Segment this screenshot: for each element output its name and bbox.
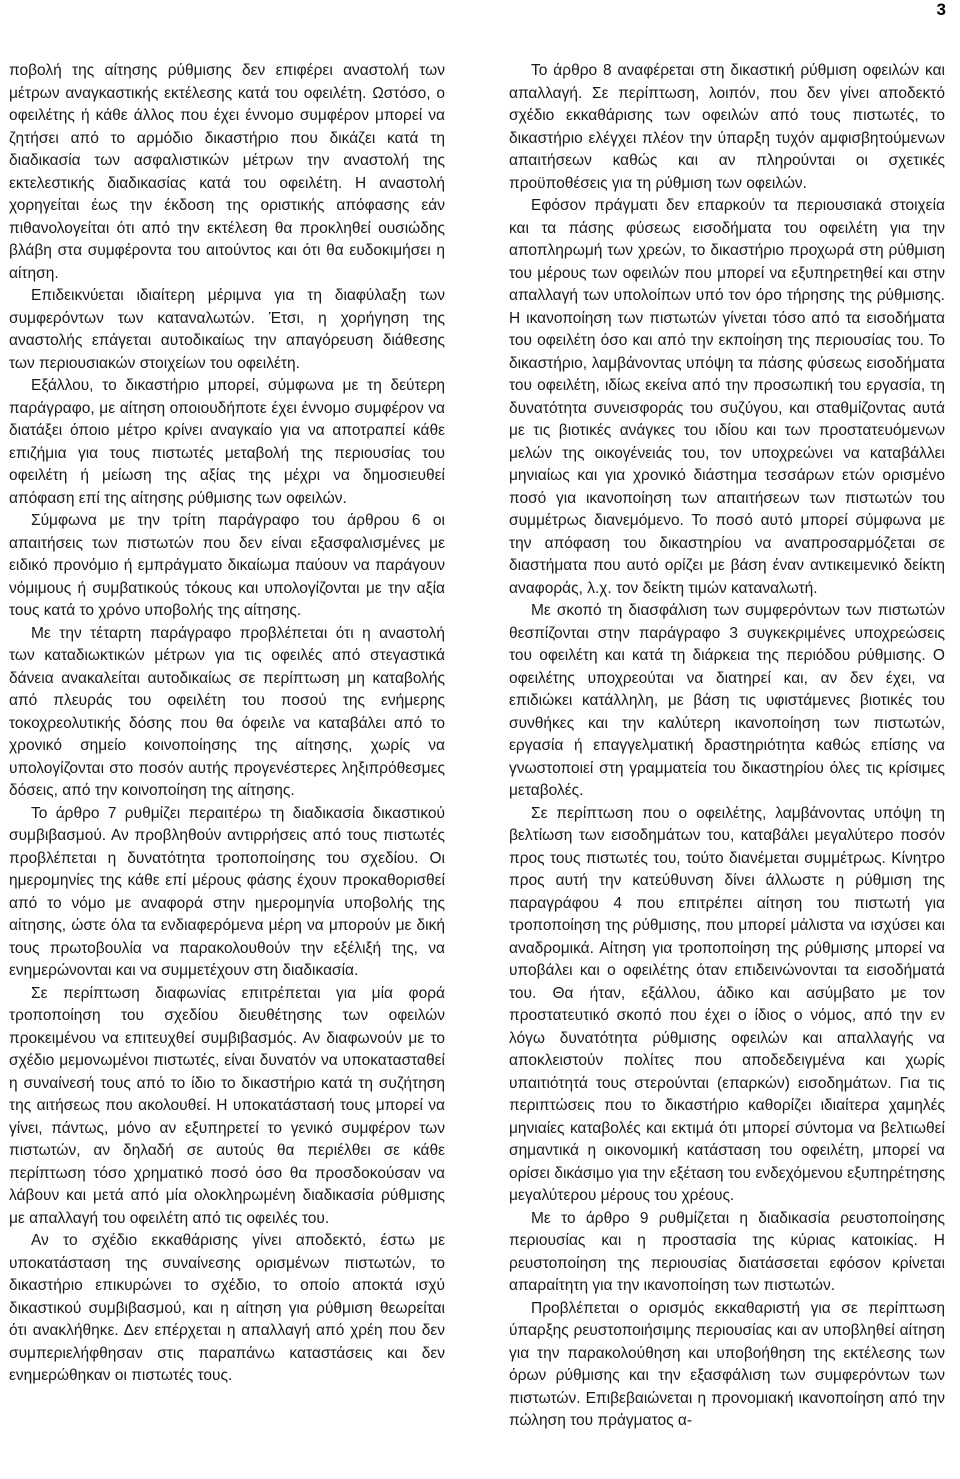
paragraph: Εφόσον πράγματι δεν επαρκούν τα περιουσιακά στοιχεία και τα πάσης φύσεως εισοδήματα του οφειλέτη για την αποπληρωμή των χρεών, το δικαστήριο προχωρά στη ρύθμιση του μέρους των οφειλών που μπορεί να εξυπηρετηθεί και στην απαλλαγή των υπολοίπων υπό τον όρο τήρησης της ρύθμισης. Η ικανοποίηση των πιστωτών γίνεται τόσο από τα εισοδήματα του οφειλέτη όσο και από την εκποίηση της περιουσίας του. Το δικαστήριο, λαμβάνοντας υπόψη τα πάσης φύσεως εισοδήματα του οφειλέτη, ιδίως εκείνα από την προσωπική του εργασία, τη δυνατότητα συνεισφοράς του συζύγου, και σταθμίζοντας αυτά με τις βιοτικές ανάγκες του ιδίου και των προστατευόμενων μελών της οικογένειάς του, τον υποχρεώνει να καταβάλλει μηνιαίως και για χρονικό διάστημα τεσσάρων ετών ορισμένο ποσό για ικανοποίηση των απαιτήσεων των πιστωτών του συμμέτρως διανεμόμενο. Το ποσό αυτό μπορεί σύμφωνα με την απόφαση του δικαστηρίου να αναπροσαρμόζεται σε διαστήματα που αυτό ορίζει με βάση έναν αντικειμενικό δείκτη αναφοράς, λ.χ. τον δείκτη τιμών καταναλωτή. [509, 197, 945, 597]
paragraph: Σε περίπτωση διαφωνίας επιτρέπεται για μία φορά τροποποίηση του σχεδίου διευθέτησης των οφειλών προκειμένου να επιτευχθεί συμβιβασμός. Αν διαφωνούν με το σχέδιο μεμονωμένοι πιστωτές, είναι δυνατόν να υποκατασταθεί η συναίνεσή τους από το ίδιο το δικαστήριο κατά τη συζήτηση της αιτήσεως που ακολουθεί. Η υποκατάστασή τους μπορεί να γίνει, πάντως, μόνο αν εξυπηρετεί το γενικό συμφέρον των πιστωτών, αν δηλαδή σε αυτούς θα περιέλθει σε κάθε περίπτωση τόσο χρηματικό ποσό όσο θα προσδοκούσαν να λάβουν και μετά από μία ολοκληρωμένη διαδικασία ρύθμισης με απαλλαγή του οφειλέτη από τις οφειλές του. [9, 984, 445, 1227]
paragraph: Το άρθρο 8 αναφέρεται στη δικαστική ρύθμιση οφειλών και απαλλαγή. Σε περίπτωση, λοιπόν, που δεν γίνει αποδεκτό σχέδιο εκκαθάρισης των οφειλών από τους πιστωτές, το δικαστήριο ελέγχει πλέον την ύπαρξη τυχόν αμφισβητούμενων απαιτήσεων καθώς και αν πληρούνται οι σχετικές προϋποθέσεις για τη ρύθμιση των οφειλών. [509, 62, 945, 192]
paragraph: Σύμφωνα με την τρίτη παράγραφο του άρθρου 6 οι απαιτήσεις των πιστωτών που δεν είναι εξασφαλισμένες με ειδικό προνόμιο ή εμπράγματο δικαίωμα παύουν να παράγουν νόμιμους ή συμβατικούς τόκους και υπολογίζονται με την αξία τους κατά το χρόνο υποβολής της αίτησης. [9, 512, 445, 619]
left-column [9, 60, 445, 1388]
paragraph: Εξάλλου, το δικαστήριο μπορεί, σύμφωνα με τη δεύτερη παράγραφο, με αίτηση οποιουδήποτε έχει έννομο συμφέρον να διατάξει όποιο μέτρο κρίνει αναγκαίο για να αποτραπεί κάθε επιζήμια για τους πιστωτές μεταβολή της περιουσίας του οφειλέτη ή μείωση της αξίας της μέχρι να δημοσιευθεί απόφαση επί της αίτησης ρύθμισης των οφειλών. [9, 377, 445, 507]
paragraph: Προβλέπεται ο ορισμός εκκαθαριστή για σε περίπτωση ύπαρξης ρευστοποιήσιμης περιουσίας και αν υποβληθεί αίτηση για την παρακολούθηση και υποβοήθηση της εκτέλεσης των όρων ρύθμισης και την εξασφάλιση των συμφερόντων των πιστωτών. Επιβεβαιώνεται η προνομιακή ικανοποίηση από την πώληση του πράγματος α- [509, 1299, 945, 1429]
page-number: 3 [936, 0, 946, 19]
paragraph: Το άρθρο 7 ρυθμίζει περαιτέρω τη διαδικασία δικαστικού συμβιβασμού. Αν προβληθούν αντιρρήσεις από τους πιστωτές προβλέπεται η δυνατότητα τροποποίησης του σχεδίου. Οι ημερομηνίες της κάθε επί μέρους φάσης έχουν προκαθορισθεί από το νόμο με αναφορά στην ημερομηνία υποβολής της αίτησης, ώστε όλα τα ενδιαφερόμενα μέρη να μπορούν με δική τους πρωτοβουλία να παρακολουθούν την εξέλιξή της, να ενημερώνονται και να συμμετέχουν στη διαδικασία. [9, 804, 445, 979]
right-column [509, 60, 945, 1433]
paragraph: Με σκοπό τη διασφάλιση των συμφερόντων των πιστωτών θεσπίζονται στην παράγραφο 3 συγκεκριμένες υποχρεώσεις του οφειλέτη και κατά τη διάρκεια της περιόδου ρύθμισης. Ο οφειλέτης υποχρεούται να διατηρεί και, αν δεν έχει, να επιδιώκει κατάλληλη, με βάση τις υφιστάμενες βιοτικές του συνθήκες και την καλύτερη ικανοποίηση των πιστωτών, εργασία ή επαγγελματική δραστηριότητα καθώς επίσης να γνωστοποιεί στη γραμματεία του δικαστηρίου όλες τις κρίσιμες μεταβολές. [509, 602, 945, 799]
paragraph: ποβολή της αίτησης ρύθμισης δεν επιφέρει αναστολή των μέτρων αναγκαστικής εκτέλεσης κατά του οφειλέτη. Ωστόσο, ο οφειλέτης ή κάθε άλλος που έχει έννομο συμφέρον μπορεί να ζητήσει από το αρμόδιο δικαστήριο που δικάζει κατά τη διαδικασία των ασφαλιστικών μέτρων την αναστολή της εκτελεστικής διαδικασίας κατά του οφειλέτη. Η αναστολή χορηγείται έως την έκδοση της οριστικής απόφασης εάν πιθανολογείται ότι από την εκτέλεση θα προκληθεί ουσιώδης βλάβη στα συμφέροντα του αιτούντος και ότι θα ευδοκιμήσει η αίτηση. [9, 62, 445, 282]
paragraph: Με το άρθρο 9 ρυθμίζεται η διαδικασία ρευστοποίησης περιουσίας και η προστασία της κύριας κατοικίας. Η ρευστοποίηση της περιουσίας διατάσσεται εφόσον κρίνεται απαραίτητη για την ικανοποίηση των πιστωτών. [509, 1209, 945, 1294]
paragraph: Επιδεικνύεται ιδιαίτερη μέριμνα για τη διαφύλαξη των συμφερόντων των καταναλωτών. Έτσι, η χορήγηση της αναστολής επάγεται αυτοδικαίως την απαγόρευση διάθεσης των περιουσιακών στοιχείων του οφειλέτη. [9, 287, 445, 372]
paragraph: Αν το σχέδιο εκκαθάρισης γίνει αποδεκτό, έστω με υποκατάσταση της συναίνεσης ορισμένων πιστωτών, το δικαστήριο επικυρώνει το σχέδιο, το οποίο αποκτά ισχύ δικαστικού συμβιβασμού, και η αίτηση για ρύθμιση θεωρείται ότι ανακλήθηκε. Δεν επέρχεται η απαλλαγή από χρέη που δεν συμπεριελήφθησαν στις παραπάνω καταστάσεις και δεν ενημερώθηκαν οι πιστωτές τους. [9, 1232, 445, 1384]
paragraph: Σε περίπτωση που ο οφειλέτης, λαμβάνοντας υπόψη τη βελτίωση των εισοδημάτων του, καταβάλει μεγαλύτερο ποσόν προς τους πιστωτές του, τούτο διανέμεται συμμέτρως. Κίνητρο προς αυτή την κατεύθυνση δίνει άλλωστε η ρύθμιση της παραγράφου 4 που επιτρέπει αίτηση του πιστωτή για τροποποίηση της ρύθμισης, που μπορεί μάλιστα να ισχύσει και αναδρομικά. Αίτηση για τροποποίηση της ρύθμισης μπορεί να υποβάλει και ο οφειλέτης όταν επιδεινώνονται τα εισοδήματά του. Θα ήταν, εξάλλου, άδικο και ασύμβατο με τον προστατευτικό σκοπό που έχει ο ίδιος ο νόμος, από την εν λόγω δυνατότητα ρύθμισης οφειλών και απαλλαγής να αποκλειστούν πολίτες που αποδεδειγμένα και χωρίς υπαιτιότητά τους στερούνται (επαρκών) εισοδημάτων. Για τις περιπτώσεις που το δικαστήριο καθορίζει ιδιαίτερα χαμηλές μηνιαίες καταβολές και εκτιμά ότι μπορεί σύντομα να βελτιωθεί σημαντικά η οικονομική κατάσταση του οφειλέτη, μπορεί να ορίσει δικάσιμο για την εξέταση του ενδεχόμενου εξυπηρέτησης μεγαλύτερου μέρους του χρέους. [509, 804, 945, 1204]
paragraph: Με την τέταρτη παράγραφο προβλέπεται ότι η αναστολή των καταδιωκτικών μέτρων για τις οφειλές από στεγαστικά δάνεια ανακαλείται αυτοδικαίως σε περίπτωση μη καταβολής από πλευράς του οφειλέτη του ποσού της ενήμερης τοκοχρεολυτικής δόσης που θα όφειλε να καταβάλει από το χρονικό σημείο κοινοποίησης της αίτησης, χωρίς να υπολογίζονται στο ποσόν αυτής προγενέστερες ληξιπρόθεσμες δόσεις, από την κοινοποίηση της αίτησης. [9, 624, 445, 799]
